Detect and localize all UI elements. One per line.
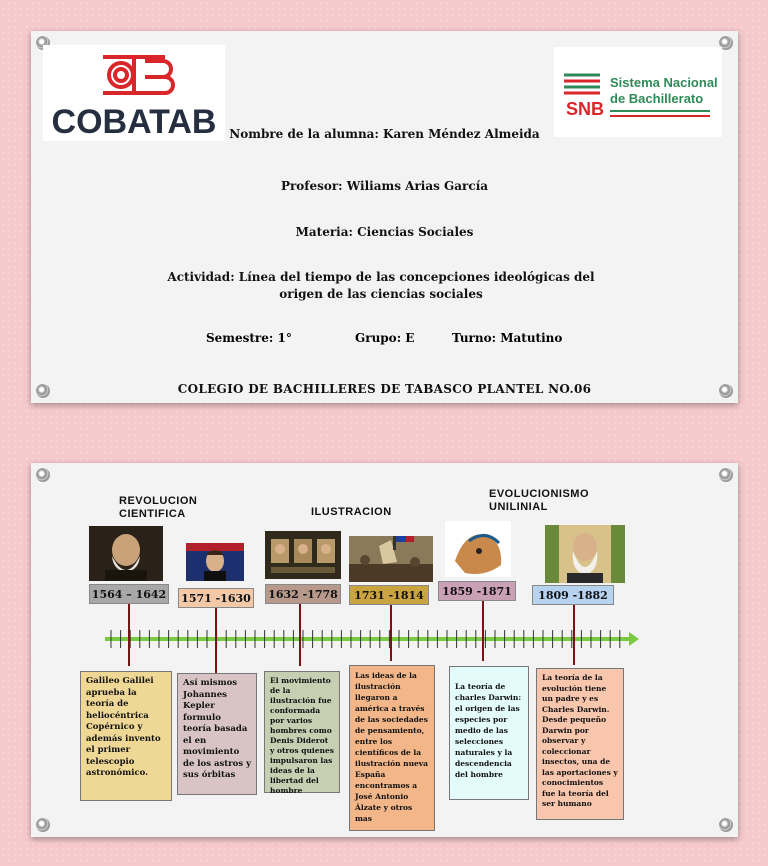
date-box-charles-darwin: 1809 -1882 bbox=[532, 585, 614, 605]
darwin-illustration-image bbox=[445, 521, 511, 577]
activity-title: Actividad: Línea del tiempo de las concepciones ideológicas del origen de las ciencias sociales bbox=[167, 270, 595, 301]
era-ilustracion: ILUSTRACION bbox=[311, 506, 392, 518]
galileo-portrait bbox=[89, 526, 163, 581]
ilustracion-philosophers-image bbox=[265, 531, 341, 579]
rivet-icon bbox=[719, 818, 733, 832]
liberty-painting-image bbox=[349, 536, 433, 582]
connector-line bbox=[299, 604, 301, 666]
date-box-kepler: 1571 -1630 bbox=[178, 588, 254, 608]
snb-logo bbox=[554, 47, 722, 137]
timeline-axis bbox=[31, 621, 738, 661]
connector-line bbox=[390, 605, 392, 661]
rivet-icon bbox=[36, 468, 50, 482]
era-revolucion-cientifica: REVOLUCION CIENTIFICA bbox=[119, 495, 198, 520]
note-ilustracion: El movimiento de la ilustración fue conformada por varios hombres como Denis Diderot y otros quienes impulsaron las ideas de la libertad del hombre bbox=[264, 671, 340, 793]
note-ilustracion-america: Las ideas de la ilustración llegaron a américa a través de las sociedades de pensamiento, entre los científicos de la ilustración nueva España encontramos a José Antonio Álzate y otros mas bbox=[349, 665, 435, 831]
snb-emblem-icon bbox=[554, 47, 722, 137]
connector-line bbox=[215, 608, 217, 674]
timeline-slide bbox=[31, 463, 738, 837]
student-name: Nombre de la alumna: Karen Méndez Almeida bbox=[229, 127, 540, 141]
connector-line bbox=[128, 604, 130, 666]
shift-label: Turno: Matutino bbox=[452, 331, 563, 345]
date-box-ilustracion-2: 1731 -1814 bbox=[349, 585, 429, 605]
date-box-ilustracion-1: 1632 -1778 bbox=[265, 584, 341, 604]
svg-text:de Bachillerato: de Bachillerato bbox=[610, 91, 704, 106]
subject-name: Materia: Ciencias Sociales bbox=[295, 225, 474, 239]
svg-text:COBATAB: COBATAB bbox=[51, 103, 217, 141]
group-label: Grupo: E bbox=[355, 331, 415, 345]
svg-text:SNB: SNB bbox=[566, 99, 605, 119]
rivet-icon bbox=[719, 468, 733, 482]
semester-label: Semestre: 1° bbox=[206, 331, 292, 345]
svg-text:Sistema Nacional: Sistema Nacional bbox=[610, 75, 718, 90]
kepler-portrait bbox=[186, 543, 244, 581]
charles-darwin-portrait bbox=[545, 525, 625, 583]
teacher-name: Profesor: Wiliams Arias García bbox=[280, 179, 489, 193]
connector-line bbox=[573, 605, 575, 665]
note-charles-darwin: La teoría de la evolución tiene un padre y es Charles Darwin. Desde pequeño Darwin por observar y coleccionar insectos, una de las aportaciones y conocimientos fue la teoría del ser humano bbox=[536, 668, 624, 820]
era-evolucionismo: EVOLUCIONISMO UNILINIAL bbox=[489, 488, 590, 513]
axis-arrowhead-icon bbox=[629, 632, 639, 646]
cover-slide bbox=[31, 31, 738, 403]
note-galileo: Galileo Galilei aprueba la teoría de heliocéntrica Copérnico y además invento el primer telescopio astronómico. bbox=[80, 671, 172, 801]
rivet-icon bbox=[36, 818, 50, 832]
date-box-galileo: 1564 – 1642 bbox=[89, 584, 169, 604]
note-darwin-theory: La teoría de charles Darwin: el origen de las especies por medio de las selecciones naturales y la descendencia del hombre bbox=[449, 666, 529, 800]
connector-line bbox=[482, 601, 484, 661]
date-box-darwin-theory: 1859 -1871 bbox=[438, 581, 516, 601]
note-kepler: Así mismos Johannes Kepler formulo teoría basada el en movimiento de los astros y sus órbitas bbox=[177, 673, 257, 795]
school-name: COLEGIO DE BACHILLERES DE TABASCO PLANTEL NO.06 bbox=[177, 382, 592, 396]
